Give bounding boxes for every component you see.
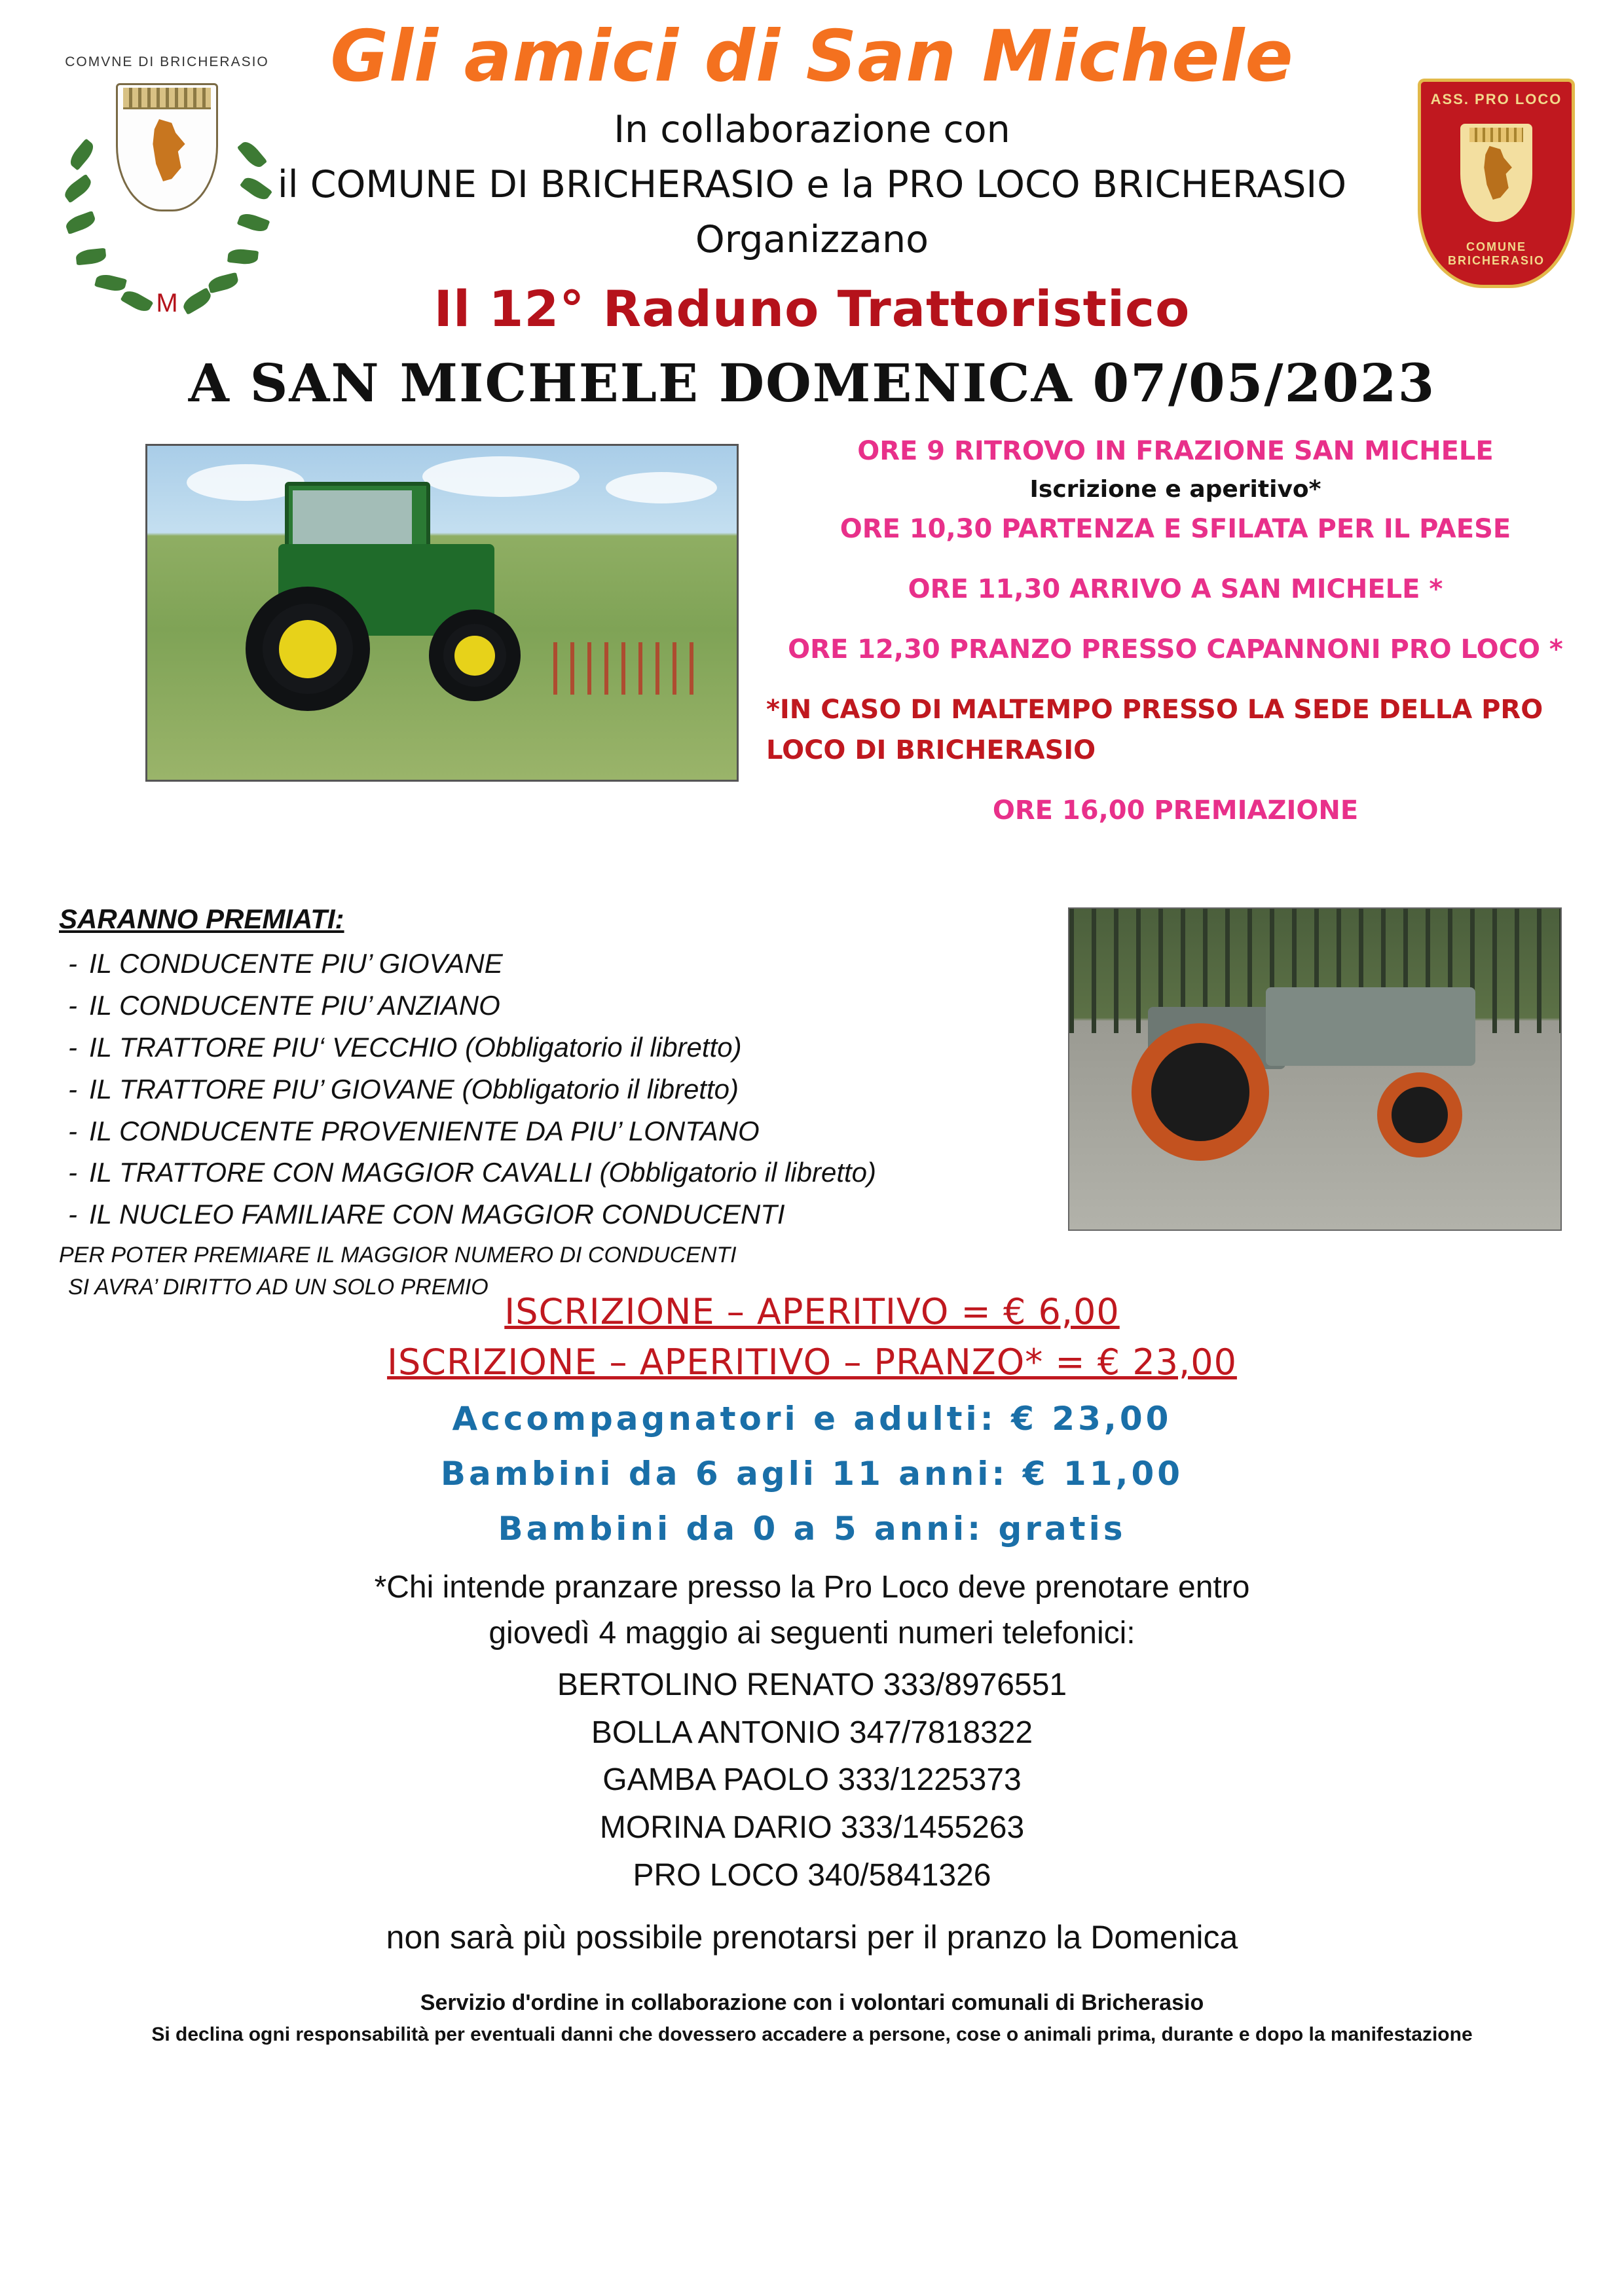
event-title: Il 12° Raduno Trattoristico — [434, 280, 1190, 338]
prices-section — [0, 1291, 1624, 1956]
price-iscrizione-aperitivo-pranzo: ISCRIZIONE – APERITIVO – PRANZO* = € 23,00 — [387, 1341, 1237, 1383]
contact-list — [0, 1662, 1624, 1901]
program-item: ORE 16,00 PREMIAZIONE — [992, 795, 1359, 826]
contact-item: GAMBA PAOLO 333/1225373 — [602, 1762, 1022, 1798]
price-children-0-5: Bambini da 0 a 5 anni: gratis — [498, 1510, 1126, 1548]
list-item: - IL CONDUCENTE PIU’ GIOVANE — [59, 943, 1080, 985]
list-item: - IL CONDUCENTE PROVENIENTE DA PIU’ LONTANO — [59, 1110, 1080, 1152]
awards-note-1: PER POTER PREMIARE IL MAGGIOR NUMERO DI CONDUCENTI — [59, 1243, 737, 1268]
booking-note-2: giovedì 4 maggio ai seguenti numeri telefonici: — [489, 1615, 1135, 1650]
list-item: - IL TRATTORE PIU‘ VECCHIO (Obbligatorio il libretto) — [59, 1027, 1080, 1068]
awards-list — [59, 898, 1080, 1303]
program-item: ORE 12,30 PRANZO PRESSO CAPANNONI PRO LOCO * — [788, 634, 1563, 665]
organizers-line: il COMUNE DI BRICHERASIO e la PRO LOCO BRICHERASIO — [277, 163, 1347, 207]
list-item: - IL CONDUCENTE PIU’ ANZIANO — [59, 985, 1080, 1027]
program-item: ORE 11,30 ARRIVO A SAN MICHELE * — [908, 574, 1443, 604]
list-item: - IL NUCLEO FAMILIARE CON MAGGIOR CONDUCENTI — [59, 1194, 1080, 1235]
weather-note: *IN CASO DI MALTEMPO PRESSO LA SEDE DELLA PRO — [766, 694, 1543, 725]
price-children-6-11: Bambini da 6 agli 11 anni: € 11,00 — [440, 1455, 1184, 1493]
contact-item: PRO LOCO 340/5841326 — [633, 1858, 991, 1893]
list-item: - IL TRATTORE CON MAGGIOR CAVALLI (Obbligatorio il libretto) — [59, 1152, 1080, 1194]
price-adults: Accompagnatori e adulti: € 23,00 — [452, 1400, 1172, 1438]
modern-tractor-photo — [145, 444, 739, 782]
contact-item: BERTOLINO RENATO 333/8976551 — [557, 1667, 1067, 1702]
list-item: - IL TRATTORE PIU’ GIOVANE (Obbligatorio il libretto) — [59, 1068, 1080, 1110]
organize-verb-line: Organizzano — [695, 218, 929, 262]
footer-line-2: Si declina ogni responsabilità per eventuali danni che dovessero accadere a persone, cose o animali prima, durante e dopo la manifestazione — [151, 2024, 1473, 2046]
contact-item: MORINA DARIO 333/1455263 — [599, 1810, 1025, 1846]
proloco-bottom-text: COMUNE BRICHERASIO — [1447, 240, 1545, 267]
poster-footer — [0, 1990, 1624, 2046]
page-title: Gli amici di San Michele — [330, 16, 1294, 98]
program-schedule — [766, 433, 1585, 833]
awards-title: SARANNO PREMIATI: — [59, 903, 344, 935]
crest-caption: COMVNE DI BRICHERASIO — [65, 54, 269, 69]
program-item: Iscrizione e aperitivo* — [1029, 476, 1321, 503]
collaboration-line: In collaborazione con — [614, 108, 1010, 152]
awards-section — [0, 898, 1624, 1300]
proloco-top-text: ASS. PRO LOCO — [1430, 91, 1562, 107]
program-item: ORE 10,30 PARTENZA E SFILATA PER IL PAESE — [840, 513, 1511, 544]
ribbon-monogram: M — [156, 289, 178, 318]
vintage-tractor-photo — [1068, 907, 1562, 1231]
program-section — [0, 433, 1624, 892]
booking-note-1: *Chi intende pranzare presso la Pro Loco deve prenotare entro — [374, 1570, 1250, 1605]
event-date-line: A SAN MICHELE DOMENICA 07/05/2023 — [188, 352, 1436, 414]
footer-line-1: Servizio d'ordine in collaborazione con i volontari comunali di Bricherasio — [420, 1990, 1204, 2016]
contact-item: BOLLA ANTONIO 347/7818322 — [591, 1715, 1033, 1750]
price-iscrizione-aperitivo: ISCRIZIONE – APERITIVO = € 6,00 — [504, 1291, 1120, 1333]
awards-note-2: SI AVRA’ DIRITTO AD UN SOLO PREMIO — [68, 1275, 489, 1300]
poster-header — [0, 0, 1624, 414]
weather-note-cont: LOCO DI BRICHERASIO — [766, 735, 1096, 765]
booking-closing-note: non sarà più possibile prenotarsi per il pranzo la Domenica — [386, 1919, 1238, 1956]
program-item: ORE 9 RITROVO IN FRAZIONE SAN MICHELE — [857, 436, 1494, 467]
